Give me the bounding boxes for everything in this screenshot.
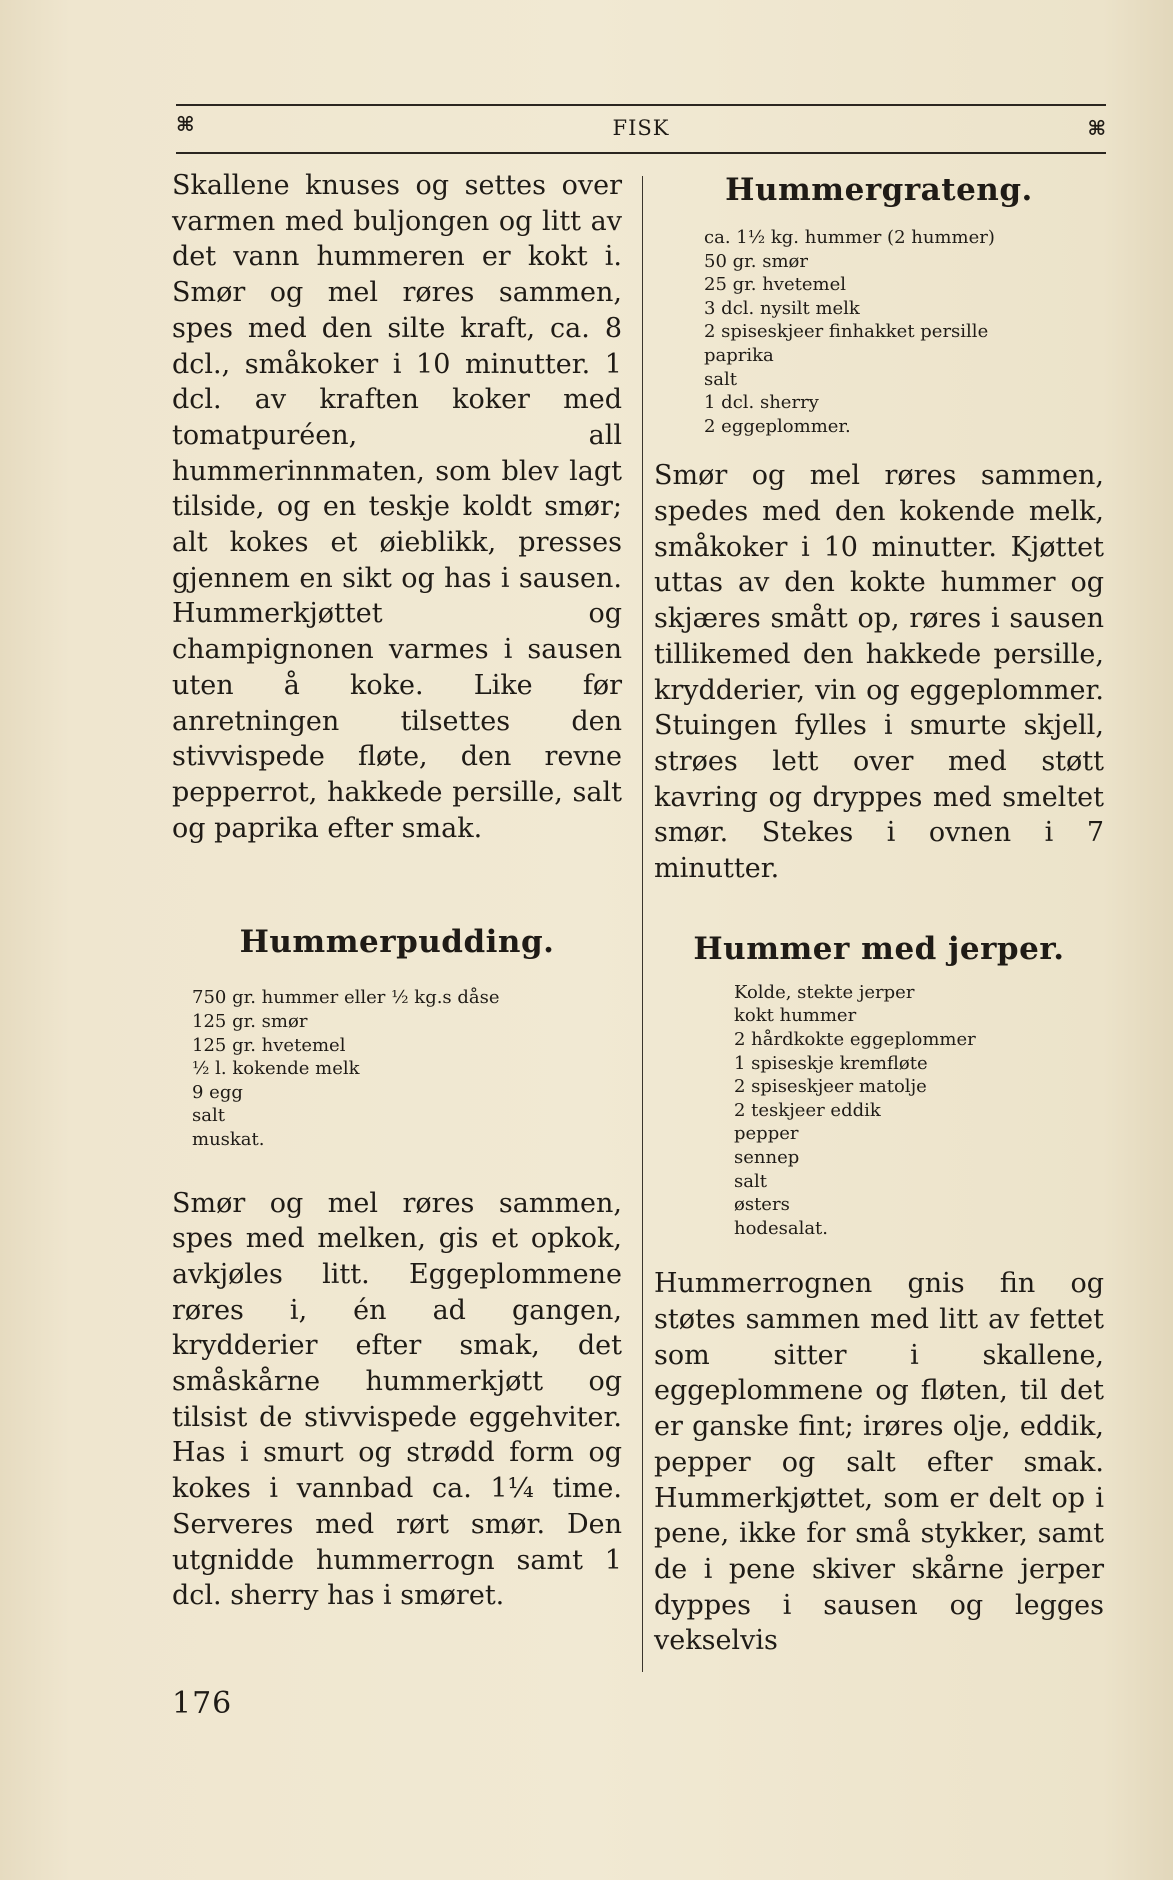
ingredient-item: 9 egg <box>192 1081 243 1103</box>
ingredient-item: ca. 1½ kg. hummer (2 hummer) <box>704 227 995 248</box>
ingredient-item: hodesalat. <box>734 1217 829 1239</box>
ingredient-item: paprika <box>704 344 774 366</box>
ingredient-list <box>704 226 1104 438</box>
ornament-icon: ⌘ <box>1087 116 1106 140</box>
right-column <box>654 168 1104 1659</box>
recipe-title: Hummergrateng. <box>725 172 1033 208</box>
ingredient-item: muskat. <box>192 1128 265 1150</box>
ingredient-item: salt <box>192 1105 225 1127</box>
ingredient-item: pepper <box>734 1123 799 1145</box>
ingredient-list <box>734 981 1104 1241</box>
ingredient-item: salt <box>734 1170 767 1192</box>
ingredient-list <box>192 986 622 1151</box>
ingredient-item: østers <box>734 1194 790 1216</box>
recipe-method: Hummerrognen gnis fin og støtes sammen med litt av fettet som sitter i skallene, eggeplommene og fløten, til det er ganske fint; irøres olje, eddik, pepper og salt efter smak. Hummerkjøttet, som er delt op i pene, ikke for små stykker, samt de i pene skiver skårne jerper dyppes i sausen og legges vekselvis <box>654 1268 1104 1657</box>
ingredient-item: 2 spiseskjeer finhakket persille <box>704 321 989 343</box>
recipe-title: Hummer med jerper. <box>693 930 1065 967</box>
ingredient-item: ½ l. kokende melk <box>192 1058 360 1080</box>
ingredient-item: 50 gr. smør <box>704 250 808 272</box>
page-number: 176 <box>172 1686 233 1721</box>
left-column <box>172 168 622 1614</box>
ingredient-item: 125 gr. hvetemel <box>192 1034 346 1056</box>
recipe-method: Smør og mel røres sammen, spedes med den kokende melk, småkoker i 10 minutter. Kjøttet uttas av den kokte hummer og skjæres smått op, røres i sausen tillikemed den hakkede persille, krydderier, vin og eggeplommer. Stuingen fylles i smurte skjell, strøes lett over med støtt kavring og dryppes med smeltet smør. Stekes i ovnen i 7 minutter. <box>654 460 1104 885</box>
ingredient-item: 2 spiseskjeer matolje <box>734 1076 927 1098</box>
ingredient-item: salt <box>704 368 737 390</box>
ingredient-item: 1 dcl. sherry <box>704 392 819 414</box>
ingredient-item: 2 hårdkokte eggeplommer <box>734 1028 976 1050</box>
ingredient-item: Kolde, stekte jerper <box>734 981 915 1003</box>
ingredient-item: 25 gr. hvetemel <box>704 274 846 296</box>
ingredient-item: 750 gr. hummer eller ½ kg.s dåse <box>192 987 500 1009</box>
ingredient-item: 2 teskjeer eddik <box>734 1099 881 1121</box>
ingredient-item: 3 dcl. nysilt melk <box>704 297 860 319</box>
column-divider <box>642 176 643 1672</box>
ingredient-item: 1 spiseskje kremfløte <box>734 1052 928 1074</box>
section-title: FISK <box>612 116 670 140</box>
recipe-title: Hummerpudding. <box>239 924 555 961</box>
ingredient-item: 125 gr. smør <box>192 1010 308 1032</box>
ornament-icon: ⌘ <box>176 112 195 136</box>
ingredient-item: 2 eggeplommer. <box>704 415 851 437</box>
recipe-method: Smør og mel røres sammen, spes med melken, gis et opkok, avkjøles litt. Eggeplommene røres i, én ad gangen, krydderier efter smak, det småskårne hummerkjøtt og tilsist de stivvispede eggehviter. Has i smurt og strødd form og kokes i vannbad ca. 1¼ time. Serveres med rørt smør. Den utgnidde hummerrogn samt 1 dcl. sherry has i smøret. <box>172 1187 622 1612</box>
running-header <box>176 104 1106 154</box>
continued-recipe-text: Skallene knuses og settes over varmen med buljongen og litt av det vann hummeren er kokt i. Smør og mel røres sammen, spes med den silte kraft, ca. 8 dcl., småkoker i 10 minutter. 1 dcl. av kraften koker med tomatpuréen, all hummerinnmaten, som blev lagt tilside, og en teskje koldt smør; alt kokes et øieblikk, presses gjennem en sikt og has i sausen. Hummerkjøttet og champignonen varmes i sausen uten å koke. Like før anretningen tilsettes den stivvispede fløte, den revne pepperrot, hakkede persille, salt og paprika efter smak. <box>172 170 622 844</box>
ingredient-item: kokt hummer <box>734 1005 857 1027</box>
ingredient-item: sennep <box>734 1146 800 1168</box>
